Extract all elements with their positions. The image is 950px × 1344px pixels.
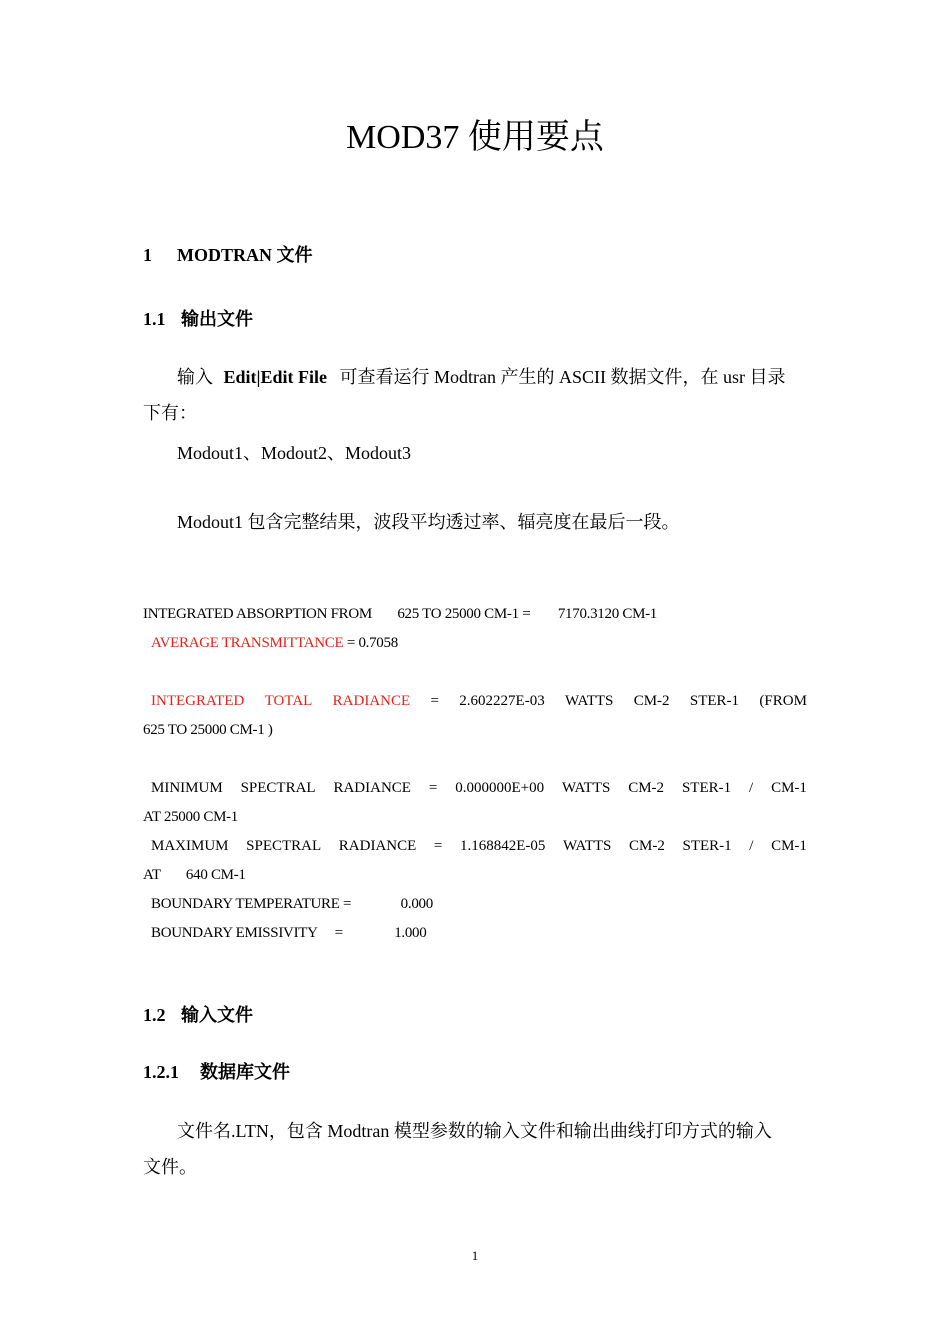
section-number: 1.2 [143,1005,166,1025]
section-title: 输出文件 [181,309,253,329]
output-line-total-radiance [143,690,807,712]
output-word: CM-2 [629,838,665,854]
output-value: 640 CM-1 [185,867,246,883]
output-word: CM-2 [633,693,670,709]
output-equals: = [334,925,343,941]
output-line-max-radiance [143,835,807,857]
section-title: 数据库文件 [200,1062,290,1082]
output-word: STER-1 [689,693,740,709]
section-title: 输入文件 [181,1005,253,1025]
output-word: SPECTRAL [240,780,316,796]
output-word: 0.000000E+00 [455,780,545,796]
paragraph-1-line-1 [177,364,785,390]
section-title: MODTRAN 文件 [177,245,313,265]
output-line-min-radiance [143,777,807,799]
output-label: BOUNDARY EMISSIVITY [151,925,318,941]
output-word: / [749,838,754,854]
section-heading-1-2-1 [143,1059,290,1085]
output-line-average-transmittance [151,632,398,654]
output-word: WATTS [563,838,612,854]
section-number: 1.1 [143,309,166,329]
output-word: WATTS [561,780,611,796]
paragraph-1-line-2: 下有： [143,403,197,423]
para-text: 可查看运行 Modtran 产生的 ASCII 数据文件，在 usr 目录 [339,367,786,387]
paragraph-3-line-2: 文件。 [143,1157,197,1177]
output-word: = [430,693,439,709]
section-number: 1 [143,245,152,265]
output-word: = [433,838,443,854]
paragraph-3-line-1: 文件名.LTN，包含 Modtran 模型参数的输入文件和输出曲线打印方式的输入 [177,1121,772,1141]
output-word: AT [143,867,161,883]
output-word: STER-1 [681,780,732,796]
output-line-min-at: AT 25000 CM-1 [143,809,238,825]
output-word: 2.602227E-03 [459,693,545,709]
output-word: (FROM [759,693,807,709]
output-label: BOUNDARY TEMPERATURE = [151,896,352,912]
output-line-integrated-absorption [143,603,657,625]
output-word: MINIMUM [151,780,223,796]
output-value: 0.000 [400,896,433,912]
output-word: RADIANCE [338,838,417,854]
output-files-list: Modout1、Modout2、Modout3 [177,443,412,463]
output-word: MAXIMUM [151,838,229,854]
output-line-boundary-temperature [151,893,433,915]
output-line-radiance-range: 625 TO 25000 CM-1 ) [143,722,273,738]
output-word: CM-1 [771,838,807,854]
output-word: CM-2 [628,780,665,796]
menu-path-text: Edit|Edit File [223,367,327,387]
output-line-max-at [143,864,246,886]
output-word: CM-1 [771,780,807,796]
output-word: INTEGRATED [151,693,245,709]
para-text: 输入 [177,367,213,387]
output-word: WATTS [565,693,614,709]
output-word: STER-1 [682,838,732,854]
document-title: MOD37 使用要点 [346,119,604,156]
output-value: 7170.3120 CM-1 [557,606,657,622]
page-number: 1 [471,1248,479,1263]
output-word: RADIANCE [333,780,411,796]
section-heading-1-1 [143,306,253,332]
output-range: 625 TO 25000 CM-1 = [397,606,531,622]
output-word: / [749,780,754,796]
output-value: 1.000 [394,925,427,941]
section-heading-1 [143,242,313,268]
output-word: TOTAL [264,693,313,709]
section-heading-1-2 [143,1002,253,1028]
paragraph-2: Modout1 包含完整结果，波段平均透过率、辐亮度在最后一段。 [177,512,680,532]
output-value: = 0.7058 [346,635,398,651]
output-word: RADIANCE [332,693,411,709]
output-word: 1.168842E-05 [460,838,546,854]
output-line-boundary-emissivity [151,922,426,944]
output-word: = [428,780,438,796]
output-label-highlighted: AVERAGE TRANSMITTANCE [151,635,344,651]
output-label: INTEGRATED ABSORPTION FROM [143,606,372,622]
section-number: 1.2.1 [143,1062,179,1082]
output-word: SPECTRAL [246,838,322,854]
